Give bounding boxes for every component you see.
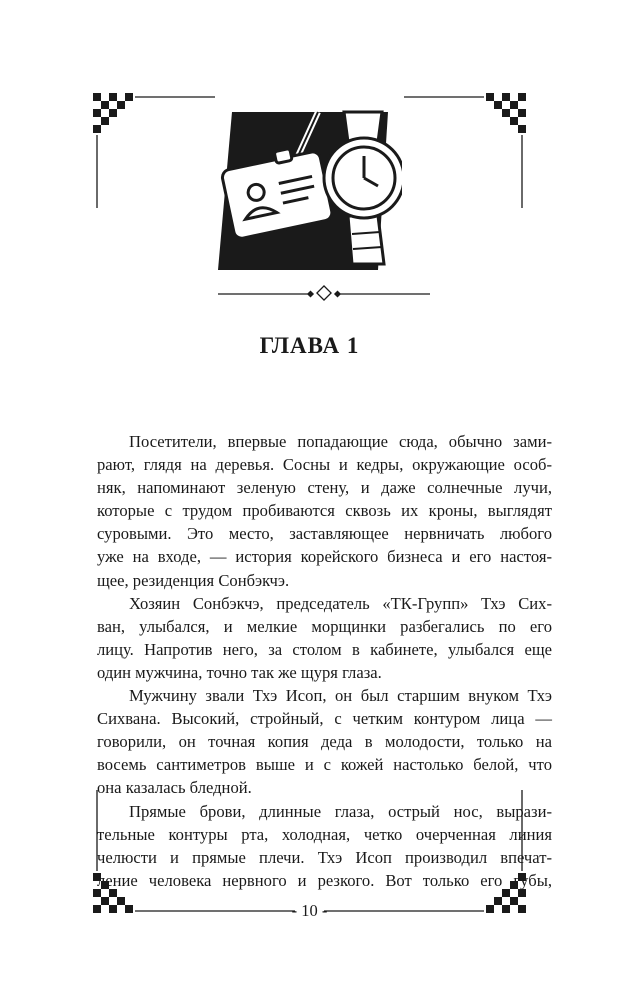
text-line: Хозяин Сонбэкчэ, председатель «ТК-Групп» Тхэ Сих-	[129, 593, 552, 613]
text-line: няк, напоминают зеленую стену, и даже солнечные лучи,	[97, 478, 552, 498]
text-line: Мужчину звали Тхэ Исоп, он был старшим внуком Тхэ	[129, 686, 552, 706]
paragraph	[97, 800, 552, 892]
text-line: щее, резиденция Сонбэкчэ.	[97, 570, 290, 590]
page-number: - 10 -	[291, 901, 328, 920]
chapter-title: ГЛАВА 1	[259, 333, 360, 358]
text-line: уже на входе, — история корейского бизнеса и его настоя-	[97, 547, 552, 567]
body-text	[97, 430, 552, 892]
paragraph	[97, 430, 552, 592]
text-line: один мужчина, точно так же щуря глаза.	[97, 662, 382, 682]
text-line: ван, улыбался, и мелкие морщинки разбегались по его	[97, 616, 552, 636]
corner-ornament-top-right	[486, 93, 526, 133]
text-line: рают, глядя на деревья. Сосны и кедры, окружающие особ-	[97, 455, 552, 475]
text-line: говорили, он точная копия деда в молодости, только на	[97, 732, 552, 752]
text-line: суровыми. Это место, заставляющее нервничать любого	[97, 524, 552, 544]
corner-ornament-top-left	[93, 93, 133, 133]
text-line: челюсти и прямые плечи. Тхэ Исоп производил впечат-	[97, 847, 552, 867]
text-line: ление человека нервного и резкого. Вот только его губы,	[97, 870, 552, 890]
text-line: лицу. Напротив него, за столом в кабинете, улыбался еще	[97, 639, 552, 659]
text-line: Прямые брови, длинные глаза, острый нос, вырази-	[129, 801, 552, 821]
text-line: Посетители, впервые попадающие сюда, обычно зами-	[129, 432, 552, 451]
text-line: тельные контуры рта, холодная, четко очерченная линия	[97, 824, 552, 844]
text-line: восемь сантиметров выше и с кожей настолько белой, что	[97, 755, 552, 775]
text-line: которые с трудом пробиваются сквозь их кроны, выглядят	[97, 501, 552, 521]
title-divider	[216, 285, 432, 303]
paragraph	[97, 684, 552, 799]
text-line: Сихвана. Высокий, стройный, с четким контуром лица —	[97, 709, 552, 729]
chapter-emblem	[218, 104, 402, 270]
text-line: она казалась бледной.	[97, 778, 252, 798]
paragraph	[97, 592, 552, 684]
